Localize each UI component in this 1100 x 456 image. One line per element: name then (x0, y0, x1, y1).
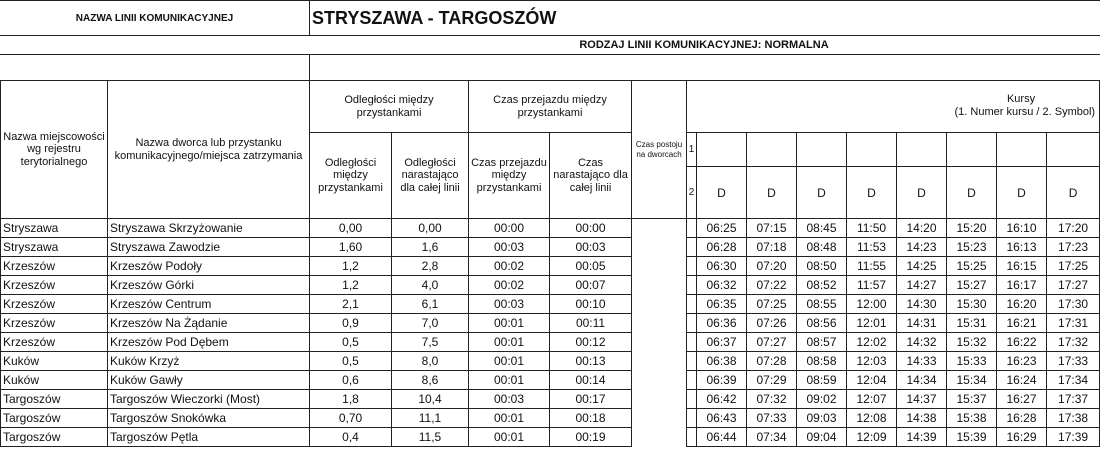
cell-departure: 17:20 (1047, 219, 1100, 238)
cell-departure: 07:26 (747, 314, 797, 333)
cell-departure: 16:23 (997, 352, 1047, 371)
cell-departure: 06:42 (697, 390, 747, 409)
cell-departure: 14:31 (897, 314, 947, 333)
cell-distance-cumulative: 4,0 (392, 276, 469, 295)
cell-departure: 06:30 (697, 257, 747, 276)
col-time-cumulative: Czas narastająco dla całej linii (550, 133, 632, 219)
line-name-label: NAZWA LINII KOMUNIKACYJNEJ (0, 1, 310, 35)
cell-departure: 08:56 (797, 314, 847, 333)
col-stop: Nazwa dworca lub przystanku komunikacyjnego/miejsca zatrzymania (108, 81, 310, 219)
cell-departure: 14:27 (897, 276, 947, 295)
cell-distance: 0,5 (310, 333, 392, 352)
course-number-cell (747, 133, 797, 167)
line-name: STRYSZAWA - TARGOSZÓW (312, 7, 557, 28)
cell-stop: Krzeszów Górki (108, 276, 310, 295)
table-row (1, 409, 1100, 428)
cell-departure: 06:28 (697, 238, 747, 257)
cell-departure: 06:37 (697, 333, 747, 352)
cell-departure: 16:24 (997, 371, 1047, 390)
course-number-cell (797, 133, 847, 167)
cell-departure: 12:02 (847, 333, 897, 352)
timetable-body (1, 219, 1100, 447)
cell-time: 00:01 (469, 409, 550, 428)
cell-stop-time (632, 314, 687, 333)
cell-departure: 15:39 (947, 428, 997, 447)
cell-row-label (687, 295, 697, 314)
cell-departure: 07:34 (747, 428, 797, 447)
cell-departure: 09:02 (797, 390, 847, 409)
cell-departure: 08:45 (797, 219, 847, 238)
cell-row-label (687, 238, 697, 257)
cell-distance-cumulative: 6,1 (392, 295, 469, 314)
cell-departure: 14:39 (897, 428, 947, 447)
cell-departure: 08:59 (797, 371, 847, 390)
cell-departure: 15:23 (947, 238, 997, 257)
cell-departure: 17:38 (1047, 409, 1100, 428)
cell-time: 00:01 (469, 371, 550, 390)
cell-departure: 15:25 (947, 257, 997, 276)
table-row (1, 295, 1100, 314)
cell-departure: 16:17 (997, 276, 1047, 295)
table-row (1, 333, 1100, 352)
cell-departure: 16:22 (997, 333, 1047, 352)
cell-stop: Targoszów Snokówka (108, 409, 310, 428)
table-row (1, 352, 1100, 371)
cell-departure: 14:33 (897, 352, 947, 371)
course-number-cell (897, 133, 947, 167)
course-symbol: D (947, 167, 997, 219)
cell-departure: 14:23 (897, 238, 947, 257)
cell-town: Targoszów (1, 409, 108, 428)
course-symbol: D (897, 167, 947, 219)
cell-time: 00:02 (469, 257, 550, 276)
cell-distance-cumulative: 10,4 (392, 390, 469, 409)
row-label-2: 2 (687, 167, 697, 219)
cell-departure: 07:32 (747, 390, 797, 409)
cell-departure: 08:50 (797, 257, 847, 276)
cell-departure: 14:32 (897, 333, 947, 352)
cell-stop: Krzeszów Podoły (108, 257, 310, 276)
cell-town: Stryszawa (1, 219, 108, 238)
cell-departure: 17:37 (1047, 390, 1100, 409)
cell-row-label (687, 409, 697, 428)
cell-town: Krzeszów (1, 314, 108, 333)
timetable (0, 80, 1100, 447)
cell-departure: 16:29 (997, 428, 1047, 447)
cell-departure: 06:35 (697, 295, 747, 314)
cell-time-cumulative: 00:13 (550, 352, 632, 371)
cell-distance: 0,4 (310, 428, 392, 447)
cell-distance-cumulative: 7,5 (392, 333, 469, 352)
cell-distance-cumulative: 11,1 (392, 409, 469, 428)
cell-departure: 07:33 (747, 409, 797, 428)
cell-time: 00:02 (469, 276, 550, 295)
cell-departure: 08:58 (797, 352, 847, 371)
cell-distance-cumulative: 2,8 (392, 257, 469, 276)
cell-distance: 0,70 (310, 409, 392, 428)
cell-departure: 06:25 (697, 219, 747, 238)
kursy-subtitle: (1. Numer kursu / 2. Symbol) (954, 106, 1096, 118)
course-symbol: D (1047, 167, 1100, 219)
table-row (1, 276, 1100, 295)
cell-departure: 17:23 (1047, 238, 1100, 257)
cell-departure: 06:38 (697, 352, 747, 371)
cell-departure: 15:38 (947, 409, 997, 428)
cell-departure: 17:33 (1047, 352, 1100, 371)
cell-departure: 17:25 (1047, 257, 1100, 276)
cell-time-cumulative: 00:07 (550, 276, 632, 295)
table-row (1, 371, 1100, 390)
cell-time-cumulative: 00:03 (550, 238, 632, 257)
line-type: RODZAJ LINII KOMUNIKACYJNEJ: NORMALNA (579, 39, 829, 51)
course-number-cell (997, 133, 1047, 167)
cell-departure: 16:20 (997, 295, 1047, 314)
cell-departure: 06:43 (697, 409, 747, 428)
cell-departure: 15:31 (947, 314, 997, 333)
cell-stop-time (632, 219, 687, 238)
table-row (1, 390, 1100, 409)
cell-departure: 06:39 (697, 371, 747, 390)
cell-stop: Krzeszów Na Żądanie (108, 314, 310, 333)
cell-stop-time (632, 276, 687, 295)
cell-departure: 17:31 (1047, 314, 1100, 333)
cell-departure: 07:27 (747, 333, 797, 352)
cell-departure: 15:27 (947, 276, 997, 295)
course-number-cell (1047, 133, 1100, 167)
cell-departure: 12:08 (847, 409, 897, 428)
cell-departure: 16:21 (997, 314, 1047, 333)
cell-departure: 17:27 (1047, 276, 1100, 295)
cell-distance: 1,8 (310, 390, 392, 409)
cell-departure: 16:15 (997, 257, 1047, 276)
cell-departure: 17:30 (1047, 295, 1100, 314)
cell-departure: 08:52 (797, 276, 847, 295)
cell-town: Targoszów (1, 390, 108, 409)
cell-town: Stryszawa (1, 238, 108, 257)
line-name-header (0, 0, 1100, 36)
cell-departure: 12:03 (847, 352, 897, 371)
cell-stop: Targoszów Wieczorki (Most) (108, 390, 310, 409)
cell-row-label (687, 428, 697, 447)
cell-departure: 11:53 (847, 238, 897, 257)
cell-stop-time (632, 409, 687, 428)
cell-departure: 15:32 (947, 333, 997, 352)
cell-stop: Stryszawa Skrzyżowanie (108, 219, 310, 238)
cell-stop-time (632, 390, 687, 409)
cell-time: 00:03 (469, 390, 550, 409)
cell-time-cumulative: 00:12 (550, 333, 632, 352)
cell-departure: 15:34 (947, 371, 997, 390)
divider (0, 54, 1100, 55)
cell-departure: 11:50 (847, 219, 897, 238)
cell-distance-cumulative: 8,6 (392, 371, 469, 390)
cell-row-label (687, 257, 697, 276)
cell-departure: 06:32 (697, 276, 747, 295)
cell-stop-time (632, 352, 687, 371)
cell-departure: 06:36 (697, 314, 747, 333)
cell-departure: 17:34 (1047, 371, 1100, 390)
col-stop-time: Czas postoju na dworcach (632, 81, 687, 219)
cell-time: 00:01 (469, 333, 550, 352)
cell-departure: 07:22 (747, 276, 797, 295)
cell-stop-time (632, 295, 687, 314)
cell-departure: 09:04 (797, 428, 847, 447)
cell-town: Krzeszów (1, 276, 108, 295)
cell-distance-cumulative: 0,00 (392, 219, 469, 238)
cell-departure: 06:44 (697, 428, 747, 447)
cell-departure: 14:37 (897, 390, 947, 409)
cell-time: 00:00 (469, 219, 550, 238)
cell-departure: 14:25 (897, 257, 947, 276)
cell-departure: 07:18 (747, 238, 797, 257)
cell-row-label (687, 390, 697, 409)
cell-departure: 07:28 (747, 352, 797, 371)
cell-departure: 14:30 (897, 295, 947, 314)
cell-departure: 12:07 (847, 390, 897, 409)
cell-distance-cumulative: 8,0 (392, 352, 469, 371)
cell-departure: 12:09 (847, 428, 897, 447)
cell-stop-time (632, 333, 687, 352)
cell-stop-time (632, 257, 687, 276)
table-row (1, 428, 1100, 447)
cell-row-label (687, 219, 697, 238)
cell-departure: 07:25 (747, 295, 797, 314)
kursy-header (687, 81, 1100, 133)
course-symbol: D (747, 167, 797, 219)
col-distance-cumulative: Odległości narastająco dla całej linii (392, 133, 469, 219)
cell-distance: 1,2 (310, 257, 392, 276)
cell-time-cumulative: 00:11 (550, 314, 632, 333)
cell-stop-time (632, 428, 687, 447)
cell-time-cumulative: 00:05 (550, 257, 632, 276)
row-label-1: 1 (687, 133, 697, 167)
cell-departure: 16:28 (997, 409, 1047, 428)
cell-departure: 12:00 (847, 295, 897, 314)
cell-departure: 12:01 (847, 314, 897, 333)
cell-distance-cumulative: 7,0 (392, 314, 469, 333)
cell-town: Krzeszów (1, 257, 108, 276)
cell-distance: 0,9 (310, 314, 392, 333)
cell-departure: 16:10 (997, 219, 1047, 238)
cell-time-cumulative: 00:10 (550, 295, 632, 314)
cell-time-cumulative: 00:19 (550, 428, 632, 447)
cell-stop: Kuków Gawły (108, 371, 310, 390)
cell-stop-time (632, 371, 687, 390)
cell-stop: Krzeszów Centrum (108, 295, 310, 314)
time-group: Czas przejazdu między przystankami (469, 81, 632, 133)
cell-departure: 07:15 (747, 219, 797, 238)
cell-time-cumulative: 00:14 (550, 371, 632, 390)
cell-departure: 11:57 (847, 276, 897, 295)
course-symbol: D (697, 167, 747, 219)
table-row (1, 238, 1100, 257)
cell-departure: 07:20 (747, 257, 797, 276)
col-time-between: Czas przejazdu między przystankami (469, 133, 550, 219)
cell-time-cumulative: 00:17 (550, 390, 632, 409)
cell-departure: 12:04 (847, 371, 897, 390)
cell-town: Kuków (1, 352, 108, 371)
cell-departure: 14:34 (897, 371, 947, 390)
cell-departure: 11:55 (847, 257, 897, 276)
course-symbol: D (997, 167, 1047, 219)
cell-time: 00:03 (469, 238, 550, 257)
cell-stop: Stryszawa Zawodzie (108, 238, 310, 257)
cell-row-label (687, 371, 697, 390)
distance-group: Odległości między przystankami (310, 81, 469, 133)
cell-stop: Kuków Krzyż (108, 352, 310, 371)
table-row (1, 219, 1100, 238)
cell-time: 00:01 (469, 428, 550, 447)
cell-distance: 0,5 (310, 352, 392, 371)
cell-town: Kuków (1, 371, 108, 390)
kursy-title: Kursy (1006, 93, 1036, 105)
cell-departure: 14:20 (897, 219, 947, 238)
cell-distance: 1,2 (310, 276, 392, 295)
cell-distance-cumulative: 11,5 (392, 428, 469, 447)
cell-departure: 15:33 (947, 352, 997, 371)
cell-departure: 16:27 (997, 390, 1047, 409)
cell-departure: 08:48 (797, 238, 847, 257)
cell-time: 00:01 (469, 314, 550, 333)
cell-stop: Krzeszów Pod Dębem (108, 333, 310, 352)
course-number-cell (697, 133, 747, 167)
cell-departure: 17:39 (1047, 428, 1100, 447)
cell-town: Krzeszów (1, 333, 108, 352)
table-row (1, 257, 1100, 276)
cell-distance: 0,00 (310, 219, 392, 238)
cell-departure: 08:55 (797, 295, 847, 314)
cell-departure: 07:29 (747, 371, 797, 390)
course-symbol: D (847, 167, 897, 219)
cell-distance: 2,1 (310, 295, 392, 314)
cell-distance: 0,6 (310, 371, 392, 390)
divider (309, 54, 310, 80)
course-number-cell (847, 133, 897, 167)
table-row (1, 314, 1100, 333)
cell-time: 00:01 (469, 352, 550, 371)
cell-departure: 17:32 (1047, 333, 1100, 352)
cell-departure: 16:13 (997, 238, 1047, 257)
col-distance-between: Odległości między przystankami (310, 133, 392, 219)
cell-time-cumulative: 00:00 (550, 219, 632, 238)
cell-town: Krzeszów (1, 295, 108, 314)
cell-departure: 08:57 (797, 333, 847, 352)
cell-row-label (687, 314, 697, 333)
cell-distance-cumulative: 1,6 (392, 238, 469, 257)
course-symbol: D (797, 167, 847, 219)
cell-row-label (687, 352, 697, 371)
cell-row-label (687, 276, 697, 295)
col-municipality: Nazwa miejscowości wg rejestru terytorialnego (1, 81, 108, 219)
course-number-cell (947, 133, 997, 167)
cell-departure: 14:38 (897, 409, 947, 428)
cell-stop: Targoszów Pętla (108, 428, 310, 447)
cell-departure: 15:37 (947, 390, 997, 409)
cell-distance: 1,60 (310, 238, 392, 257)
cell-departure: 15:30 (947, 295, 997, 314)
cell-town: Targoszów (1, 428, 108, 447)
cell-departure: 09:03 (797, 409, 847, 428)
cell-departure: 15:20 (947, 219, 997, 238)
cell-stop-time (632, 238, 687, 257)
cell-time-cumulative: 00:18 (550, 409, 632, 428)
cell-time: 00:03 (469, 295, 550, 314)
cell-row-label (687, 333, 697, 352)
